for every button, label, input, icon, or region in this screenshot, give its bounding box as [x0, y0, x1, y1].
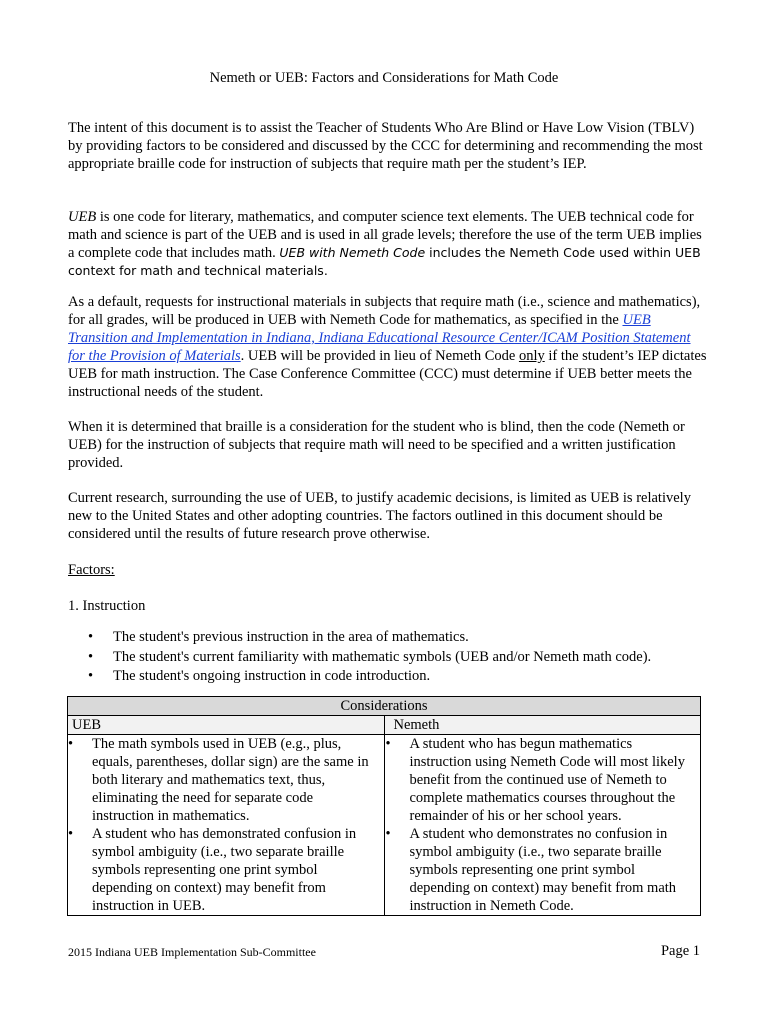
document-title: Nemeth or UEB: Factors and Considerations for Math Code	[209, 70, 559, 86]
default-text-3: if the student’s IEP dictates UEB for math instruction. The Case Conference Committee (CCC) must determine if UEB better meets the instructional needs of the student.	[68, 348, 707, 400]
list-item-text: The student's previous instruction in the area of mathematics.	[113, 629, 469, 645]
ueb-considerations-cell	[68, 735, 385, 916]
research-paragraph: Current research, surrounding the use of UEB, to justify academic decisions, is limited as UEB is relatively new to the United States and other adopting countries. The factors outlined in this document should be considered until the results of future research prove otherwise.	[68, 490, 691, 542]
list-item	[385, 825, 700, 915]
list-item-text: A student who demonstrates no confusion in symbol ambiguity (i.e., two separate braille symbols representing one print symbol depending on context) may benefit from math instruction in Nemeth Code.	[409, 826, 677, 914]
nemeth-considerations-cell	[385, 735, 701, 916]
bullet-icon: •	[385, 826, 391, 842]
list-item	[68, 825, 384, 915]
ueb-with-nemeth-term: UEB with Nemeth Code	[279, 245, 426, 260]
braille-paragraph: When it is determined that braille is a consideration for the student who is blind, then the code (Nemeth or UEB) for the instruction of subjects that require math will need to be specified and a written justification provided.	[68, 419, 685, 471]
list-item	[385, 735, 700, 825]
list-item-text: A student who has demonstrated confusion in symbol ambiguity (i.e., two separate braille symbols representing one print symbol depending on context) may benefit from instruction in UEB.	[92, 826, 357, 914]
considerations-table	[67, 696, 701, 916]
list-item	[68, 667, 708, 687]
bullet-icon: •	[68, 826, 74, 842]
factors-heading: Factors:	[68, 562, 115, 578]
instruction-bullet-list	[68, 628, 708, 687]
default-text-2: . UEB will be provided in lieu of Nemeth Code	[240, 348, 519, 364]
list-item	[68, 735, 384, 825]
bullet-icon: •	[385, 736, 391, 752]
footer-page-number: Page 1	[660, 943, 700, 959]
ueb-definition-text: is one code for literary, mathematics, and computer science text elements. The UEB technical code for math and science is part of the UEB and is used in all grade levels; therefore the use of the term UEB implies a complete code that includes math.	[68, 209, 702, 261]
ueb-with-nemeth-text: includes the Nemeth Code used within UEB context for math and technical materials.	[68, 245, 701, 278]
default-text-1: As a default, requests for instructional materials in subjects that require math (i.e., science and mathematics), for all grades, will be produced in UEB with Nemeth Code for mathematics, as specified in the	[68, 294, 701, 328]
list-item-text: The student's current familiarity with mathematic symbols (UEB and/or Nemeth math code).	[113, 648, 652, 665]
bullet-icon: •	[88, 648, 94, 665]
nemeth-column-header: Nemeth	[385, 716, 701, 735]
ueb-definition-paragraph	[68, 208, 708, 280]
list-item	[68, 628, 708, 648]
list-item-text: The math symbols used in UEB (e.g., plus, equals, parentheses, dollar sign) are the same in both literary and mathematics text, thus, eliminating the need for separate code instruction in mathematics.	[92, 736, 369, 824]
only-underlined: only	[518, 348, 545, 364]
default-paragraph	[68, 293, 708, 401]
list-item-text: The student's ongoing instruction in code introduction.	[113, 668, 431, 684]
ueb-term: UEB	[68, 209, 97, 225]
intro-paragraph: The intent of this document is to assist the Teacher of Students Who Are Blind or Have Low Vision (TBLV) by providing factors to be considered and discussed by the CCC for determining and recommending the most appropriate braille code for instruction of subjects that require math per the student’s IEP.	[68, 120, 703, 172]
bullet-icon: •	[68, 736, 74, 752]
bullet-icon: •	[88, 629, 94, 645]
list-item-text: A student who has begun mathematics instruction using Nemeth Code will most likely benefit from the continued use of Nemeth to complete mathematics courses throughout the remainder of his or her school years.	[409, 736, 685, 824]
bullet-icon: •	[88, 668, 94, 684]
ueb-column-header: UEB	[68, 716, 385, 735]
considerations-header: Considerations	[68, 697, 701, 716]
footer-committee: 2015 Indiana UEB Implementation Sub-Committee	[68, 945, 316, 959]
list-item	[68, 648, 708, 668]
section-instruction-heading: 1. Instruction	[68, 598, 146, 614]
position-statement-link[interactable]: UEB Transition and Implementation in Indiana, Indiana Educational Resource Center/ICAM Position Statement for the Provision of Materials	[68, 312, 691, 364]
